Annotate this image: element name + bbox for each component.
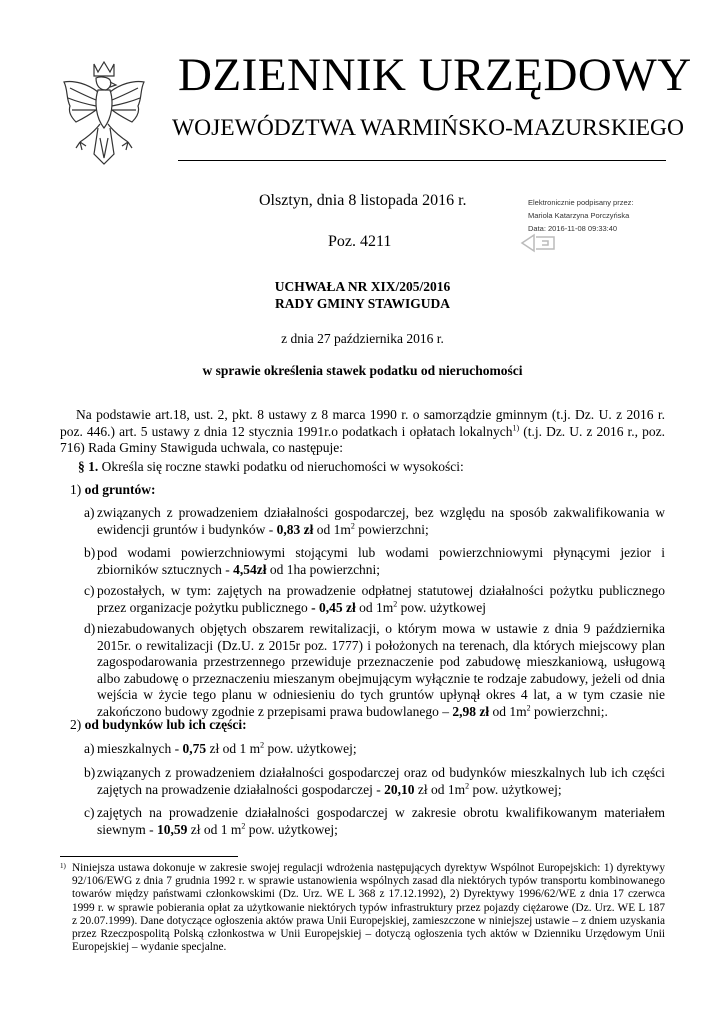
preamble xyxy=(60,407,665,457)
item-label: od budynków lub ich części: xyxy=(84,717,247,732)
item-tail: pow. użytkowej; xyxy=(469,781,562,797)
item-letter: d) xyxy=(84,621,96,636)
tax-amount: 10,59 xyxy=(157,821,188,837)
list-item xyxy=(84,805,665,838)
section-1-mark: § 1. xyxy=(78,459,99,474)
item-tail: powierzchni;. xyxy=(530,703,608,719)
digital-signature-mark-icon xyxy=(520,233,568,253)
item-letter: a) xyxy=(84,741,95,756)
unit-exponent: 2 xyxy=(241,821,246,830)
place-date: Olsztyn, dnia 8 listopada 2016 r. xyxy=(259,192,467,209)
signature-line-2: Mariola Katarzyna Porczyńska xyxy=(528,211,630,220)
list-item xyxy=(84,765,665,798)
item-label: od gruntów: xyxy=(84,482,156,497)
item-number: 1) xyxy=(70,482,82,497)
preamble-text-2: (t.j. Dz. U. z 2016 r., poz. 716) Rada Gminy Stawiguda uchwala, co następuje: xyxy=(60,423,665,455)
section-1 xyxy=(78,459,665,476)
resolution-title: UCHWAŁA NR XIX/205/2016 xyxy=(274,279,451,294)
item-unit: od 1m xyxy=(355,599,394,615)
digital-signature-block xyxy=(528,196,633,235)
section-1-text: Określa się roczne stawki podatku od nieruchomości w wysokości: xyxy=(101,459,464,474)
item-text: pozostałych, w tym: zajętych na prowadzenie odpłatnej statutowej działalności pożytku publicznego przez organizacje pożytku publicznego xyxy=(97,583,665,615)
item-letter: c) xyxy=(84,805,95,820)
item-text: mieszkalnych - xyxy=(97,741,183,756)
footnote xyxy=(60,862,665,954)
list-item xyxy=(84,545,665,578)
item-text: niezabudowanych objętych obszarem rewitalizacji, o którym mowa w ustawie z dnia 9 października 2015r. o rewitalizacji (Dz.U. z 2015r poz. 1777) i położonych na terenach, dla których miejscowy plan zagospodarowania przestrzennego przewiduje przeznaczenie pod zabudowę mieszkaniową, usługową albo zabudowę o przeznaczeniu mieszanym obejmującym wyłącznie te rodzaje zabudowy, jeżeli od dnia wejścia w życie tego planu w odniesieniu do tych gruntów upłynął okres 4 lat, a w tym czasie nie zakończono budowy zgodnie z przepisami prawa budowlanego – xyxy=(97,621,665,719)
item-unit: od 1m xyxy=(313,521,351,537)
item-unit: zł od 1m xyxy=(414,781,466,797)
resolution-subject: w sprawie określenia stawek podatku od nieruchomości xyxy=(202,363,523,378)
signature-line-3: Data: 2016-11-08 09:33:40 xyxy=(528,224,618,233)
tax-amount: 0,75 xyxy=(182,741,207,756)
item-unit: zł od 1 m xyxy=(187,821,242,837)
polish-eagle-emblem xyxy=(60,58,148,170)
preamble-text: Na podstawie art.18, ust. 2, pkt. 8 ustawy z 8 marca 1990 r. o samorządzie gminnym (t.j. Dz. U. z 2016 r. poz. 446.) art. 5 ustawy z dnia 12 stycznia 1991r.o podatkach i opłatach lokalnych xyxy=(60,407,665,439)
item-number: 2) xyxy=(70,717,82,732)
item-letter: b) xyxy=(84,765,96,780)
item-tail: pow. użytkowej; xyxy=(245,821,338,837)
tax-amount: 20,10 xyxy=(384,781,415,797)
item-unit: zł od 1 m xyxy=(206,741,261,756)
footnote-divider xyxy=(60,856,238,857)
unit-exponent: 2 xyxy=(260,740,265,750)
item-tail: pow. użytkowej; xyxy=(264,741,357,756)
list-item xyxy=(84,741,665,758)
resolution-body: RADY GMINY STAWIGUDA xyxy=(274,296,450,311)
unit-exponent: 2 xyxy=(393,599,398,608)
tax-amount: 2,98 zł xyxy=(452,703,490,719)
list-item xyxy=(84,583,665,616)
item-heading xyxy=(70,482,156,499)
item-tail: powierzchni; xyxy=(354,521,429,537)
journal-subtitle: WOJEWÓDZTWA WARMIŃSKO-MAZURSKIEGO xyxy=(172,115,684,141)
header-divider xyxy=(178,160,666,161)
footnote-text: Niniejsza ustawa dokonuje w zakresie swojej regulacji wdrożenia następujących dyrektyw Wspólnot Europejskich: 1) dyrektywy 92/106/EWG z dnia 7 grudnia 1992 r. w sprawie ustanowienia wspólnych zasad dla niektórych typów transportu kombinowanego towarów między państwami członkowskimi (Dz. Urz. WE L 368 z 17.12.1992), 2) Dyrektywy 1996/62/WE z dnia 17 czerwca 1999 r. w sprawie pobierania opłat za użytkowanie niektórych typów infrastruktury przez pojazdy ciężarowe (Dz. Urz. WE L 187 z 20.07.1999). Dane dotyczące ogłoszenia aktów prawa Unii Europejskiej, zamieszczone w niniejszej ustawie – z dniem uzyskania przez Rzeczpospolitą Polską członkostwa w Unii Europejskiej – dotyczą ogłoszenia tych aktów w Dzienniku Urzędowym Unii Europejskiej – wydanie specjalne. xyxy=(72,862,665,954)
resolution-date: z dnia 27 października 2016 r. xyxy=(281,331,444,346)
list-item xyxy=(84,621,665,720)
unit-exponent: 2 xyxy=(526,703,531,712)
item-tail: pow. użytkowej xyxy=(397,599,487,615)
unit-exponent: 2 xyxy=(465,781,470,790)
tax-amount: 0,83 zł xyxy=(276,521,314,537)
item-letter: a) xyxy=(84,505,95,520)
item-letter: c) xyxy=(84,583,95,598)
tax-amount: - 0,45 zł xyxy=(311,599,356,615)
item-heading xyxy=(70,717,247,734)
journal-title: DZIENNIK URZĘDOWY xyxy=(178,49,692,101)
tax-amount: 4,54zł xyxy=(233,561,267,577)
footnote-mark: 1) xyxy=(60,862,66,870)
unit-exponent: 2 xyxy=(350,521,355,530)
item-text: zajętych na prowadzenie działalności gospodarczej w zakresie obrotu kwalifikowanym materiałem siewnym - xyxy=(97,805,665,837)
position-number: Poz. 4211 xyxy=(328,233,392,250)
item-text: związanych z prowadzeniem działalności gospodarczej oraz od budynków mieszkalnych lub ich części zajętych na prowadzenie działalności gospodarczej - xyxy=(97,765,665,797)
item-text: związanych z prowadzeniem działalności gospodarczej, bez względu na sposób zakwalifikowania w ewidencji gruntów i budynków - xyxy=(97,505,665,537)
item-unit: od 1m xyxy=(489,703,527,719)
list-item xyxy=(84,505,665,538)
signature-line-1: Elektronicznie podpisany przez: xyxy=(528,198,634,207)
item-text: pod wodami powierzchniowymi stojącymi lub wodami powierzchniowymi płynącymi jezior i zbiorników sztucznych - xyxy=(97,545,665,577)
item-letter: b) xyxy=(84,545,96,560)
footnote-ref: 1) xyxy=(512,423,520,432)
item-unit: od 1ha powierzchni; xyxy=(266,561,381,577)
